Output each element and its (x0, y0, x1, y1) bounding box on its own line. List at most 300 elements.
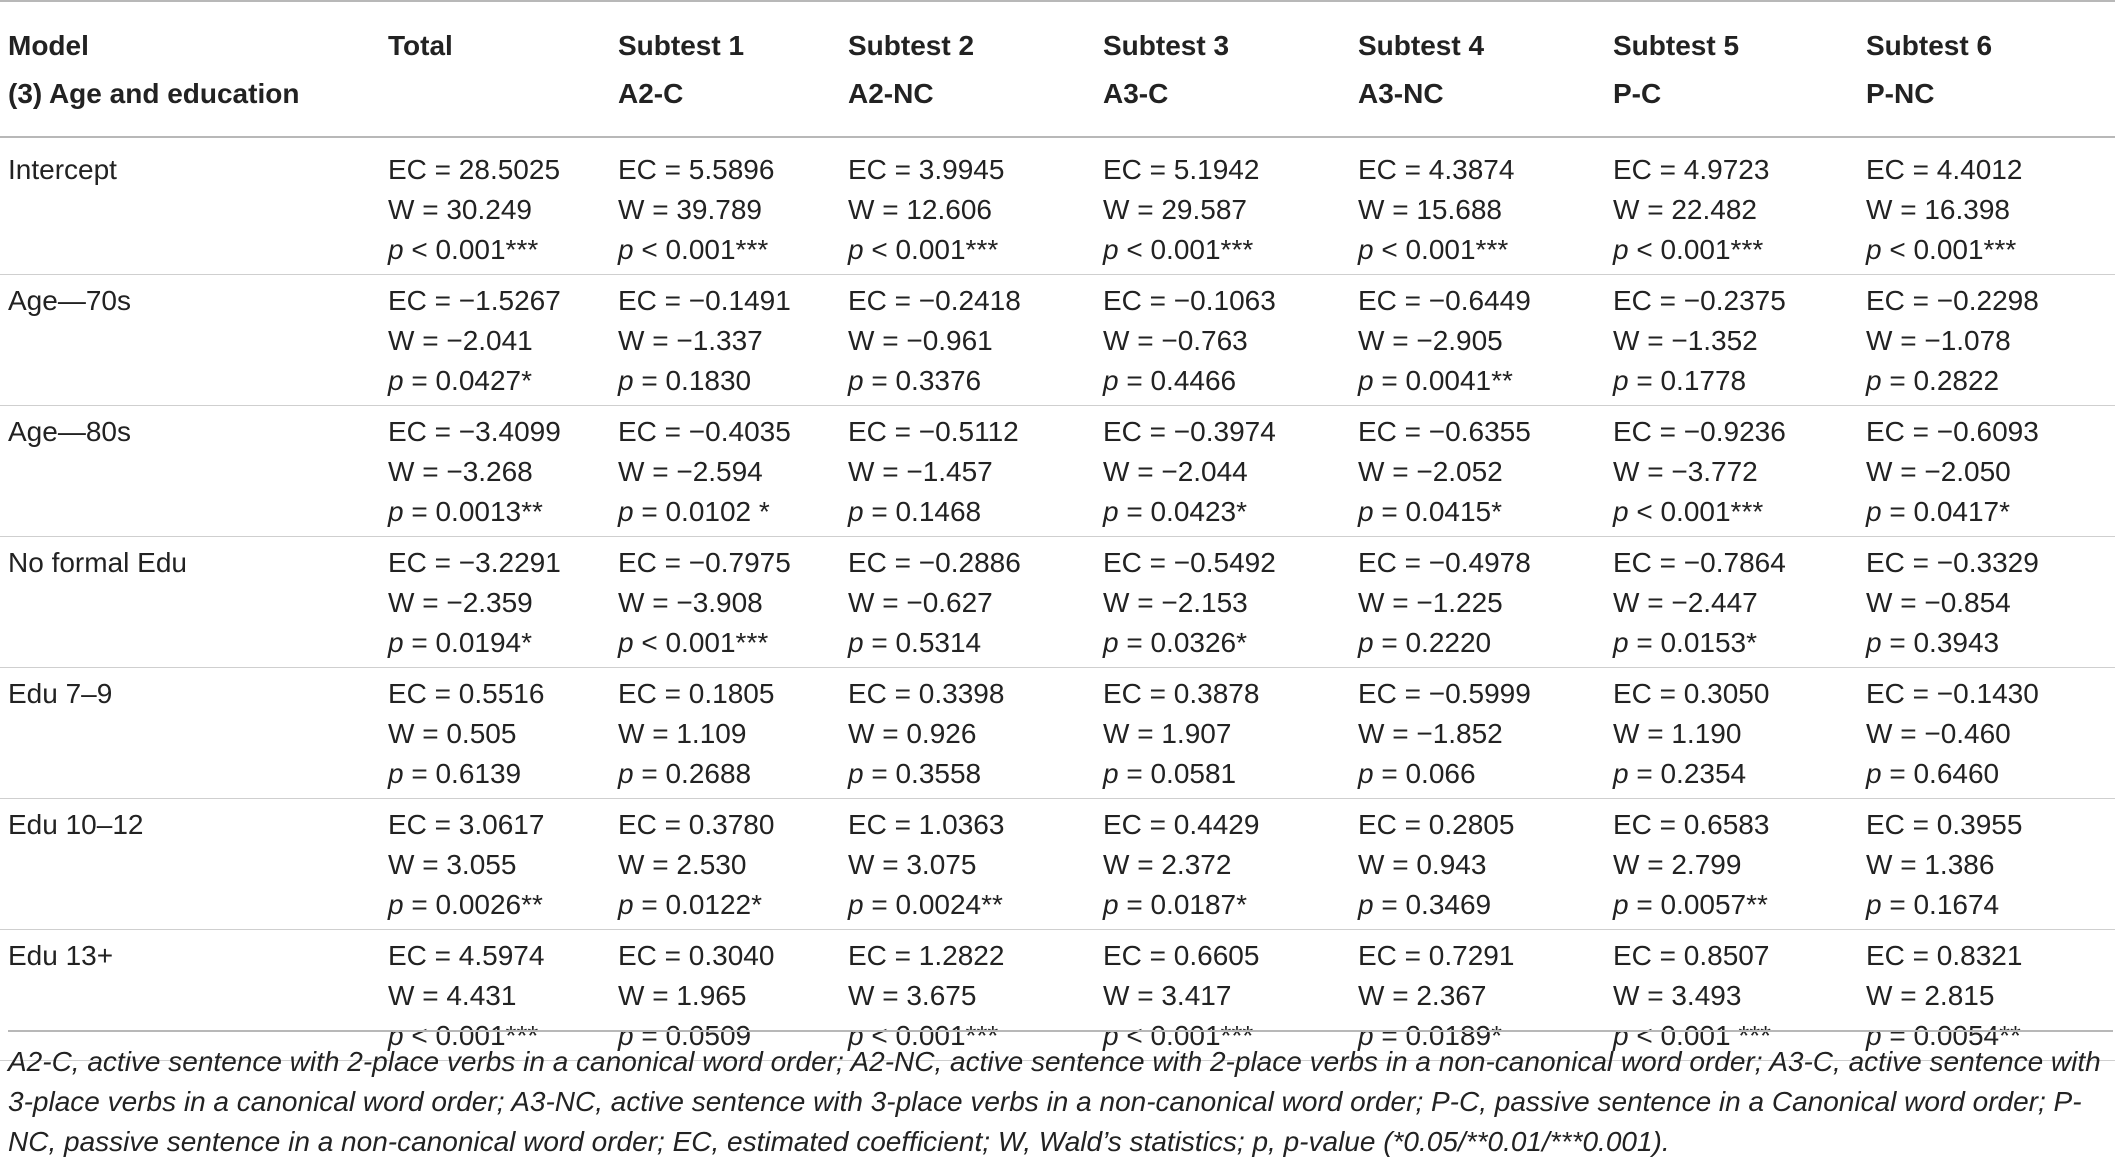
p-value (1866, 754, 2115, 794)
wald-statistic: W = 2.367 (1358, 980, 1487, 1011)
p-value (1103, 623, 1350, 663)
estimated-coefficient: EC = 0.3780 (618, 809, 775, 840)
p-value (1613, 885, 1858, 925)
p-value (1613, 230, 1858, 270)
p-symbol: p (1103, 234, 1119, 265)
stat-cell (1350, 137, 1605, 275)
stat-cell (1350, 668, 1605, 799)
wald-statistic: W = −2.050 (1866, 456, 2011, 487)
estimated-coefficient: EC = −0.7864 (1613, 547, 1786, 578)
stat-cell (1605, 668, 1858, 799)
p-value-text: < 0.001 *** (1628, 1020, 1772, 1051)
wald-statistic: W = 29.587 (1103, 194, 1247, 225)
p-symbol: p (1358, 1020, 1374, 1051)
p-value-text: = 0.0509 (633, 1020, 752, 1051)
header-title: Subtest 2 (848, 30, 975, 61)
p-value-text: = 0.3469 (1373, 889, 1492, 920)
p-value-text: = 0.1830 (633, 365, 752, 396)
wald-statistic: W = 15.688 (1358, 194, 1502, 225)
p-value (1103, 492, 1350, 532)
estimated-coefficient: EC = −0.9236 (1613, 416, 1786, 447)
p-value-text: = 0.6460 (1881, 758, 2000, 789)
estimated-coefficient: EC = −0.5112 (848, 416, 1019, 447)
wald-statistic: W = 2.372 (1103, 849, 1232, 880)
p-value (1613, 492, 1858, 532)
wald-statistic: W = 1.190 (1613, 718, 1742, 749)
p-symbol: p (1103, 365, 1119, 396)
header-sub: A3-NC (1358, 78, 1444, 109)
estimated-coefficient: EC = 1.0363 (848, 809, 1005, 840)
wald-statistic: W = −0.460 (1866, 718, 2011, 749)
wald-statistic: W = −0.763 (1103, 325, 1248, 356)
p-value-text: < 0.001*** (403, 234, 539, 265)
p-symbol: p (618, 234, 634, 265)
estimated-coefficient: EC = 5.1942 (1103, 154, 1260, 185)
p-value (1358, 754, 1605, 794)
row-label: Intercept (8, 154, 117, 185)
stat-cell (1858, 668, 2115, 799)
p-value-text: = 0.2220 (1373, 627, 1492, 658)
header-sub: A2-C (618, 78, 684, 109)
wald-statistic: W = −2.041 (388, 325, 533, 356)
p-value (618, 492, 840, 532)
p-symbol: p (848, 627, 864, 658)
table-body (0, 137, 2115, 1061)
stat-cell (1095, 537, 1350, 668)
stat-cell (1858, 799, 2115, 930)
estimated-coefficient: EC = 0.5516 (388, 678, 545, 709)
p-symbol: p (1358, 627, 1374, 658)
p-symbol: p (618, 758, 634, 789)
stat-cell (840, 537, 1095, 668)
wald-statistic: W = 2.799 (1613, 849, 1742, 880)
p-value (1358, 885, 1605, 925)
p-value-text: = 0.066 (1373, 758, 1476, 789)
stat-cell (1350, 275, 1605, 406)
header-title: Subtest 3 (1103, 30, 1230, 61)
stat-cell (840, 799, 1095, 930)
p-symbol: p (848, 889, 864, 920)
estimated-coefficient: EC = −3.4099 (388, 416, 561, 447)
p-value (848, 754, 1095, 794)
p-value-text: = 0.0187* (1118, 889, 1248, 920)
p-value-text: = 0.5314 (863, 627, 982, 658)
estimated-coefficient: EC = 0.8507 (1613, 940, 1770, 971)
wald-statistic: W = 30.249 (388, 194, 532, 225)
p-symbol: p (848, 365, 864, 396)
p-value (618, 885, 840, 925)
estimated-coefficient: EC = 1.2822 (848, 940, 1005, 971)
wald-statistic: W = −2.044 (1103, 456, 1248, 487)
p-value (1358, 623, 1605, 663)
p-value-text: = 0.6139 (403, 758, 522, 789)
p-value-text: = 0.0153* (1628, 627, 1758, 658)
table-header (0, 1, 2115, 137)
p-value-text: = 0.2688 (633, 758, 752, 789)
stat-cell (610, 137, 840, 275)
estimated-coefficient: EC = −0.1491 (618, 285, 791, 316)
stat-cell (1095, 137, 1350, 275)
header-sub (388, 70, 610, 118)
p-value-text: < 0.001*** (1373, 234, 1509, 265)
p-value (388, 885, 610, 925)
estimated-coefficient: EC = −1.5267 (388, 285, 561, 316)
wald-statistic: W = 0.926 (848, 718, 977, 749)
estimated-coefficient: EC = −0.7975 (618, 547, 791, 578)
header-sub: P-NC (1866, 78, 1935, 109)
wald-statistic: W = 4.431 (388, 980, 517, 1011)
p-symbol: p (1358, 889, 1374, 920)
stat-cell (380, 668, 610, 799)
p-value (1866, 361, 2115, 401)
wald-statistic: W = −3.772 (1613, 456, 1758, 487)
stat-cell (1095, 668, 1350, 799)
header-model-label: Model (8, 30, 89, 61)
header-sub: P-C (1613, 78, 1662, 109)
stat-cell (1605, 275, 1858, 406)
estimated-coefficient: EC = 0.6605 (1103, 940, 1260, 971)
p-value (1103, 754, 1350, 794)
p-symbol: p (1613, 627, 1629, 658)
wald-statistic: W = −1.078 (1866, 325, 2011, 356)
wald-statistic: W = −0.627 (848, 587, 993, 618)
p-symbol: p (1866, 496, 1882, 527)
p-value (1866, 492, 2115, 532)
wald-statistic: W = 1.109 (618, 718, 747, 749)
stat-cell (380, 537, 610, 668)
table-row (0, 799, 2115, 930)
p-value (388, 623, 610, 663)
p-value (618, 754, 840, 794)
p-symbol: p (1866, 1020, 1882, 1051)
estimated-coefficient: EC = 3.0617 (388, 809, 545, 840)
stat-cell (840, 668, 1095, 799)
table-row (0, 137, 2115, 275)
estimated-coefficient: EC = 0.3398 (848, 678, 1005, 709)
p-value (1358, 230, 1605, 270)
p-value (1103, 230, 1350, 270)
p-value (388, 754, 610, 794)
header-subtest-3 (1095, 1, 1350, 137)
p-value-text: = 0.0122* (633, 889, 763, 920)
wald-statistic: W = −0.961 (848, 325, 993, 356)
wald-statistic: W = −1.852 (1358, 718, 1503, 749)
p-value (1103, 361, 1350, 401)
header-sub: A2-NC (848, 78, 934, 109)
p-symbol: p (848, 496, 864, 527)
estimated-coefficient: EC = 4.3874 (1358, 154, 1515, 185)
row-label: No formal Edu (8, 547, 187, 578)
p-symbol: p (618, 365, 634, 396)
wald-statistic: W = −1.225 (1358, 587, 1503, 618)
p-symbol: p (1358, 234, 1374, 265)
wald-statistic: W = 2.530 (618, 849, 747, 880)
wald-statistic: W = −1.457 (848, 456, 993, 487)
p-symbol: p (848, 234, 864, 265)
p-value-text: = 0.1674 (1881, 889, 2000, 920)
wald-statistic: W = −2.905 (1358, 325, 1503, 356)
p-symbol: p (1103, 496, 1119, 527)
p-value (848, 885, 1095, 925)
estimated-coefficient: EC = −0.1430 (1866, 678, 2039, 709)
p-value-text: = 0.0194* (403, 627, 533, 658)
p-symbol: p (848, 1020, 864, 1051)
p-value-text: < 0.001*** (863, 234, 999, 265)
p-value-text: < 0.001*** (403, 1020, 539, 1051)
wald-statistic: W = 3.675 (848, 980, 977, 1011)
p-value-text: < 0.001*** (633, 234, 769, 265)
p-value (1613, 361, 1858, 401)
stat-cell (1605, 799, 1858, 930)
table-row (0, 537, 2115, 668)
stat-cell (840, 406, 1095, 537)
stat-cell (1350, 537, 1605, 668)
p-value (1613, 623, 1858, 663)
p-value (1866, 230, 2115, 270)
wald-statistic: W = 1.965 (618, 980, 747, 1011)
header-title: Subtest 1 (618, 30, 745, 61)
header-title: Subtest 4 (1358, 30, 1485, 61)
stat-cell (1858, 275, 2115, 406)
p-value (848, 230, 1095, 270)
estimated-coefficient: EC = −0.4978 (1358, 547, 1531, 578)
p-symbol: p (388, 889, 404, 920)
p-value (618, 230, 840, 270)
wald-statistic: W = 3.493 (1613, 980, 1742, 1011)
stat-cell (1605, 137, 1858, 275)
p-symbol: p (1613, 758, 1629, 789)
p-symbol: p (388, 365, 404, 396)
p-value-text: = 0.0102 * (633, 496, 770, 527)
p-value-text: = 0.0417* (1881, 496, 2011, 527)
p-symbol: p (618, 627, 634, 658)
p-value (618, 361, 840, 401)
p-value (1866, 885, 2115, 925)
p-symbol: p (1103, 889, 1119, 920)
p-symbol: p (1613, 496, 1629, 527)
header-title: Total (388, 30, 453, 61)
p-symbol: p (1358, 365, 1374, 396)
stat-cell (1605, 406, 1858, 537)
p-value (1358, 361, 1605, 401)
estimated-coefficient: EC = 0.3040 (618, 940, 775, 971)
wald-statistic: W = 22.482 (1613, 194, 1757, 225)
p-symbol: p (1613, 1020, 1629, 1051)
wald-statistic: W = 3.075 (848, 849, 977, 880)
estimated-coefficient: EC = −0.3974 (1103, 416, 1276, 447)
stat-cell (610, 406, 840, 537)
estimated-coefficient: EC = 0.3955 (1866, 809, 2023, 840)
table-footnote: A2-C, active sentence with 2-place verbs in a canonical word order; A2-NC, active sentence with 2-place verbs in a non-canonical word order; A3-C, active sentence with 3-place verbs in a canonical word order; A3-NC, active sentence with 3-place verbs in a non-canonical word order; P-C, passive sentence in a Canonical word order; P-NC, passive sentence in a non-canonical word order; EC, estimated coefficient; W, Wald’s statistics; p, p-value (*0.05/**0.01/***0.001). (8, 1030, 2113, 1162)
estimated-coefficient: EC = −0.6093 (1866, 416, 2039, 447)
estimated-coefficient: EC = −0.4035 (618, 416, 791, 447)
stat-cell (1095, 406, 1350, 537)
p-value (1866, 623, 2115, 663)
p-value-text: = 0.2822 (1881, 365, 2000, 396)
p-value-text: = 0.0326* (1118, 627, 1248, 658)
wald-statistic: W = −3.908 (618, 587, 763, 618)
p-value-text: < 0.001*** (1118, 234, 1254, 265)
wald-statistic: W = −2.153 (1103, 587, 1248, 618)
p-value-text: = 0.0024** (863, 889, 1003, 920)
p-symbol: p (848, 758, 864, 789)
stat-cell (1350, 799, 1605, 930)
table-row (0, 275, 2115, 406)
p-symbol: p (388, 758, 404, 789)
stat-cell (840, 137, 1095, 275)
wald-statistic: W = −2.052 (1358, 456, 1503, 487)
stat-cell (1858, 137, 2115, 275)
table-row (0, 668, 2115, 799)
p-value (848, 623, 1095, 663)
estimated-coefficient: EC = 0.3050 (1613, 678, 1770, 709)
p-value-text: < 0.001*** (1628, 234, 1764, 265)
p-value-text: = 0.0581 (1118, 758, 1237, 789)
p-value-text: = 0.0423* (1118, 496, 1248, 527)
estimated-coefficient: EC = −0.2298 (1866, 285, 2039, 316)
p-symbol: p (1103, 1020, 1119, 1051)
p-symbol: p (388, 234, 404, 265)
stat-cell (380, 406, 610, 537)
header-subtest-2 (840, 1, 1095, 137)
estimated-coefficient: EC = −0.6355 (1358, 416, 1531, 447)
stat-cell (1605, 537, 1858, 668)
p-value (388, 230, 610, 270)
stat-cell (610, 275, 840, 406)
wald-statistic: W = 3.417 (1103, 980, 1232, 1011)
row-label: Edu 13+ (8, 940, 114, 971)
p-symbol: p (1358, 758, 1374, 789)
wald-statistic: W = −1.352 (1613, 325, 1758, 356)
p-symbol: p (618, 1020, 634, 1051)
p-value-text: = 0.0189* (1373, 1020, 1503, 1051)
p-value (388, 361, 610, 401)
p-value-text: = 0.4466 (1118, 365, 1237, 396)
header-model-sublabel: (3) Age and education (8, 78, 300, 109)
estimated-coefficient: EC = 4.5974 (388, 940, 545, 971)
estimated-coefficient: EC = −0.6449 (1358, 285, 1531, 316)
wald-statistic: W = −1.337 (618, 325, 763, 356)
estimated-coefficient: EC = 0.3878 (1103, 678, 1260, 709)
p-value-text: = 0.0026** (403, 889, 543, 920)
estimated-coefficient: EC = 3.9945 (848, 154, 1005, 185)
estimated-coefficient: EC = −0.5492 (1103, 547, 1276, 578)
stat-cell (610, 537, 840, 668)
p-symbol: p (1866, 758, 1882, 789)
stat-cell (840, 275, 1095, 406)
header-model (0, 1, 380, 137)
p-value (388, 492, 610, 532)
wald-statistic: W = 0.943 (1358, 849, 1487, 880)
header-subtest-6 (1858, 1, 2115, 137)
estimated-coefficient: EC = 0.6583 (1613, 809, 1770, 840)
header-sub: A3-C (1103, 78, 1169, 109)
estimated-coefficient: EC = −0.5999 (1358, 678, 1531, 709)
wald-statistic: W = 39.789 (618, 194, 762, 225)
wald-statistic: W = 1.907 (1103, 718, 1232, 749)
estimated-coefficient: EC = 28.5025 (388, 154, 561, 185)
p-value (1103, 885, 1350, 925)
p-value-text: = 0.0415* (1373, 496, 1503, 527)
p-value (848, 492, 1095, 532)
wald-statistic: W = −3.268 (388, 456, 533, 487)
estimated-coefficient: EC = −0.2375 (1613, 285, 1786, 316)
table-row (0, 406, 2115, 537)
p-value-text: < 0.001*** (1881, 234, 2017, 265)
stat-cell (610, 799, 840, 930)
estimated-coefficient: EC = −0.1063 (1103, 285, 1276, 316)
p-value (618, 623, 840, 663)
estimated-coefficient: EC = −0.2886 (848, 547, 1021, 578)
header-title: Subtest 5 (1613, 30, 1740, 61)
wald-statistic: W = −2.359 (388, 587, 533, 618)
p-symbol: p (1866, 365, 1882, 396)
p-symbol: p (1866, 234, 1882, 265)
wald-statistic: W = 3.055 (388, 849, 517, 880)
p-symbol: p (1613, 889, 1629, 920)
header-subtest-4 (1350, 1, 1605, 137)
p-symbol: p (1613, 365, 1629, 396)
stat-cell (1858, 406, 2115, 537)
estimated-coefficient: EC = 0.4429 (1103, 809, 1260, 840)
p-symbol: p (618, 889, 634, 920)
p-value-text: = 0.0013** (403, 496, 543, 527)
estimated-coefficient: EC = −3.2291 (388, 547, 561, 578)
estimated-coefficient: EC = −0.2418 (848, 285, 1021, 316)
p-symbol: p (1358, 496, 1374, 527)
stat-cell (1095, 799, 1350, 930)
wald-statistic: W = 2.815 (1866, 980, 1995, 1011)
wald-statistic: W = −2.447 (1613, 587, 1758, 618)
p-symbol: p (1613, 234, 1629, 265)
p-value-text: < 0.001*** (633, 627, 769, 658)
p-symbol: p (1866, 627, 1882, 658)
p-value (1358, 492, 1605, 532)
row-label: Age—80s (8, 416, 131, 447)
wald-statistic: W = 12.606 (848, 194, 992, 225)
estimated-coefficient: EC = 4.4012 (1866, 154, 2023, 185)
header-title: Subtest 6 (1866, 30, 1993, 61)
wald-statistic: W = −0.854 (1866, 587, 2011, 618)
p-value-text: = 0.2354 (1628, 758, 1747, 789)
p-value (1613, 754, 1858, 794)
p-symbol: p (388, 1020, 404, 1051)
p-symbol: p (1866, 889, 1882, 920)
header-subtest-1 (610, 1, 840, 137)
stat-cell (380, 799, 610, 930)
p-value (848, 361, 1095, 401)
header-subtest-5 (1605, 1, 1858, 137)
p-value-text: = 0.0427* (403, 365, 533, 396)
header-total (380, 1, 610, 137)
p-value-text: = 0.3558 (863, 758, 982, 789)
estimated-coefficient: EC = 5.5896 (618, 154, 775, 185)
stat-cell (1095, 275, 1350, 406)
p-value-text: = 0.0041** (1373, 365, 1513, 396)
header-row (0, 1, 2115, 137)
estimated-coefficient: EC = 4.9723 (1613, 154, 1770, 185)
estimated-coefficient: EC = 0.8321 (1866, 940, 2023, 971)
p-symbol: p (388, 627, 404, 658)
estimated-coefficient: EC = −0.3329 (1866, 547, 2039, 578)
p-value-text: = 0.3943 (1881, 627, 2000, 658)
stat-cell (1858, 537, 2115, 668)
stat-cell (1350, 406, 1605, 537)
estimated-coefficient: EC = 0.1805 (618, 678, 775, 709)
p-value-text: < 0.001*** (863, 1020, 999, 1051)
row-label: Edu 10–12 (8, 809, 144, 840)
p-value-text: = 0.1468 (863, 496, 982, 527)
